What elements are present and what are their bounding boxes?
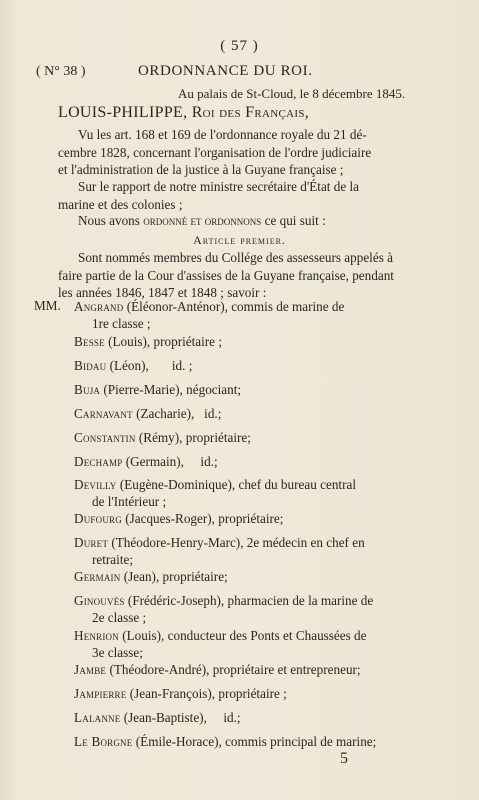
member-details: (Théodore-André), propriétaire et entrepreneur; — [109, 662, 361, 677]
member-details: (Jean-François), propriétaire ; — [129, 686, 287, 701]
vu-line-2: cembre 1828, concernant l'organisation de l'ordre judiciaire — [58, 144, 372, 160]
member-details: (Zacharie), id.; — [136, 406, 222, 421]
member-line — [74, 534, 365, 551]
member-name: Constantin — [74, 430, 136, 445]
member-line — [74, 357, 192, 374]
member-entry — [74, 357, 192, 374]
member-name: Bidau — [74, 358, 107, 373]
preamble-ordonnons — [78, 212, 326, 230]
member-details: (Jean), propriétaire; — [123, 569, 228, 584]
member-details: (Théodore-Henry-Marc), 2e médecin en chef en — [111, 535, 365, 550]
member-line — [74, 510, 283, 527]
member-entry — [74, 453, 218, 470]
member-details: (Léon), id. ; — [109, 358, 193, 373]
member-entry — [74, 661, 361, 678]
member-entry — [74, 568, 228, 585]
member-entry — [74, 333, 222, 350]
preamble-rapport — [58, 178, 359, 213]
member-entry — [74, 381, 241, 398]
member-line — [74, 733, 376, 750]
page-number: ( 57 ) — [220, 38, 259, 54]
member-name: Germain — [74, 569, 121, 584]
member-continuation: 1re classe ; — [92, 316, 151, 331]
member-entry — [74, 627, 367, 661]
members-prefix: MM. — [34, 298, 61, 313]
member-details: (Rémy), propriétaire; — [138, 430, 251, 445]
member-continuation: 2e classe ; — [92, 610, 147, 625]
member-details: (Jean-Baptiste), id.; — [123, 710, 241, 725]
member-name: Duret — [74, 535, 109, 550]
member-name: Dechamp — [74, 454, 123, 469]
member-line — [74, 685, 287, 702]
member-details: (Frédéric-Joseph), pharmacien de la marine de — [127, 593, 374, 608]
member-entry — [74, 476, 356, 510]
member-entry — [74, 592, 373, 626]
member-line — [74, 405, 221, 422]
member-details: (Pierre-Marie), négociant; — [103, 382, 242, 397]
member-entry — [74, 733, 376, 750]
member-entry — [74, 429, 251, 446]
article-line-2: faire partie de la Cour d'assises de la Guyane française, pendant — [58, 267, 394, 283]
ordinance-number: ( N° 38 ) — [36, 64, 86, 79]
member-name: Jambe — [74, 662, 107, 677]
member-line — [74, 333, 222, 350]
king-name: LOUIS-PHILIPPE, — [58, 104, 188, 121]
member-details: (Eugène-Dominique), chef du bureau central — [119, 477, 356, 492]
member-name: Besse — [74, 334, 105, 349]
vu-line-1: Vu les art. 168 et 169 de l'ordonnance royale du 21 dé- — [78, 127, 367, 142]
place-date: Au palais de St-Cloud, le 8 décembre 1845. — [178, 86, 406, 101]
member-details: (Louis), conducteur des Ponts et Chaussées de — [122, 628, 367, 643]
member-details: (Émile-Horace), commis principal de marine; — [135, 734, 377, 749]
member-line — [74, 627, 367, 644]
member-details: (Éléonor-Anténor), commis de marine de — [126, 299, 345, 314]
member-details: (Germain), id.; — [125, 454, 218, 469]
member-name: Henrion — [74, 628, 119, 643]
signature-mark: 5 — [340, 750, 348, 767]
member-entry — [74, 405, 221, 422]
preamble-vu — [58, 126, 371, 179]
member-line — [74, 298, 344, 315]
member-line — [74, 476, 356, 493]
member-entry — [74, 534, 365, 568]
member-line — [74, 453, 218, 470]
ordinance-title: ORDONNANCE DU ROI. — [138, 63, 313, 79]
member-name: Buja — [74, 382, 101, 397]
member-entry — [74, 510, 283, 527]
king-line — [58, 104, 309, 122]
rapport-line-2: marine et des colonies ; — [58, 196, 183, 212]
member-line — [74, 429, 251, 446]
member-name: Carnavant — [74, 406, 133, 421]
member-name: Devilly — [74, 477, 117, 492]
member-continuation: retraite; — [92, 552, 133, 567]
article-line-1: Sont nommés membres du Collége des assesseurs appelés à — [78, 250, 393, 265]
member-line — [74, 661, 361, 678]
member-name: Jampierre — [74, 686, 127, 701]
member-continuation: 3e classe; — [92, 645, 143, 660]
member-details: (Jacques-Roger), propriétaire; — [125, 511, 284, 526]
vu-line-3: et l'administration de la justice à la Guyane française ; — [58, 162, 344, 177]
member-continuation: de l'Intérieur ; — [92, 494, 167, 509]
member-entry — [74, 298, 344, 332]
member-name: Le Borgne — [74, 734, 133, 749]
ordonnons-sc: ordonné et ordonnons — [143, 213, 262, 228]
ordonnons-post: ce qui suit : — [264, 213, 326, 228]
member-details: (Louis), propriétaire ; — [108, 334, 222, 349]
article-text — [58, 249, 394, 302]
member-name: Angrand — [74, 299, 124, 314]
member-entry — [74, 685, 287, 702]
member-line — [74, 568, 228, 585]
ordonnons-pre: Nous avons — [78, 213, 140, 228]
article-heading: Article premier. — [193, 233, 286, 247]
member-entry — [74, 709, 241, 726]
member-name: Ginouvès — [74, 593, 125, 608]
article-line-3: les années 1846, 1847 et 1848 ; savoir : — [58, 285, 267, 300]
member-line — [74, 381, 241, 398]
member-line — [74, 592, 373, 609]
member-name: Dufourg — [74, 511, 122, 526]
king-title: Roi des Français, — [191, 104, 310, 121]
member-line — [74, 709, 241, 726]
rapport-line-1: Sur le rapport de notre ministre secrétaire d'État de la — [78, 179, 360, 194]
member-name: Lalanne — [74, 710, 121, 725]
